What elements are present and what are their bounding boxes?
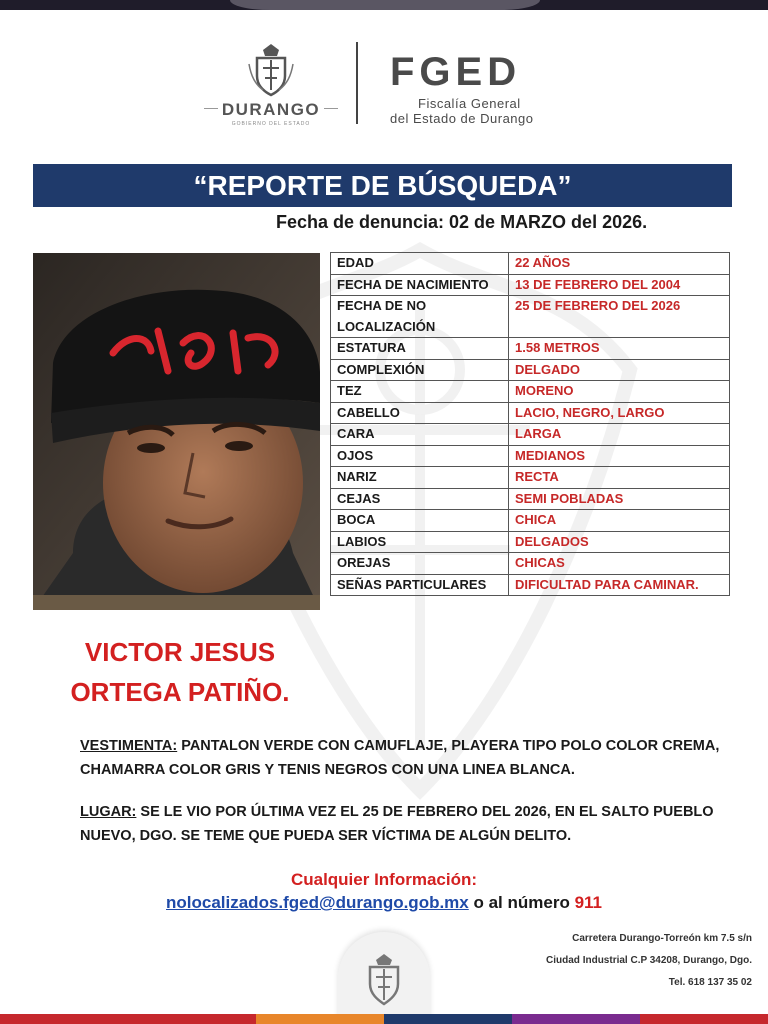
info-row-value: RECTA: [509, 467, 730, 489]
info-row: [331, 402, 730, 424]
stripe-segment: [0, 1014, 128, 1024]
fged-logo: [390, 50, 590, 126]
logo-divider: [356, 42, 358, 124]
logo-tick-left: [204, 108, 218, 109]
info-row-value: MEDIANOS: [509, 445, 730, 467]
info-row: [331, 531, 730, 553]
info-table-body: [331, 253, 730, 596]
stripe-segment: [256, 1014, 384, 1024]
info-row-label: ESTATURA: [331, 338, 509, 360]
contact-line: [0, 893, 768, 913]
durango-emblem-icon: [243, 40, 299, 98]
info-row: [331, 253, 730, 275]
gob-name: DURANGO: [221, 100, 321, 119]
info-row-label: TEZ: [331, 381, 509, 403]
person-name-line-2: ORTEGA PATIÑO.: [70, 677, 290, 707]
info-row-value: 22 AÑOS: [509, 253, 730, 275]
info-row-value: CHICA: [509, 510, 730, 532]
bottom-color-stripe: [0, 1014, 768, 1024]
info-row-value: LARGA: [509, 424, 730, 446]
place-label: LUGAR:: [80, 804, 137, 820]
top-strip: [0, 0, 768, 10]
person-name-line-1: VICTOR JESUS: [84, 637, 276, 667]
stripe-segment: [128, 1014, 256, 1024]
info-row-value: DELGADOS: [509, 531, 730, 553]
info-row-label: EDAD: [331, 253, 509, 275]
stripe-segment: [640, 1014, 768, 1024]
info-row-label: OJOS: [331, 445, 509, 467]
info-row-value: LACIO, NEGRO, LARGO: [509, 402, 730, 424]
info-row-label: FECHA DE NO LOCALIZACIÓN: [331, 296, 509, 338]
address-line-1: Carretera Durango-Torreón km 7.5 s/n: [572, 933, 752, 944]
info-row-label: FECHA DE NACIMIENTO: [331, 274, 509, 296]
info-row-label: NARIZ: [331, 467, 509, 489]
contact-heading: Cualquier Información:: [290, 870, 478, 889]
clothing-label: VESTIMENTA:: [80, 738, 178, 754]
info-row-label: LABIOS: [331, 531, 509, 553]
contact-middle-text: o al número: [468, 893, 575, 912]
info-row: [331, 424, 730, 446]
contact-email-link[interactable]: nolocalizados.fged@durango.gob.mx: [166, 893, 469, 912]
footer-emblem-icon: [354, 950, 414, 1010]
gob-subtitle: GOBIERNO DEL ESTADO: [231, 121, 311, 127]
info-row-value: CHICAS: [509, 553, 730, 575]
info-row: [331, 488, 730, 510]
info-row-label: SEÑAS PARTICULARES: [331, 574, 509, 596]
report-date: Fecha de denuncia: 02 de MARZO del 2026.: [276, 212, 648, 232]
info-row-value: DELGADO: [509, 359, 730, 381]
place-description: [80, 800, 740, 848]
info-row-value: SEMI POBLADAS: [509, 488, 730, 510]
missing-person-photo: [33, 253, 320, 610]
info-row: [331, 553, 730, 575]
report-title: “REPORTE DE BÚSQUEDA”: [33, 164, 732, 207]
photo-illustration: [33, 253, 320, 610]
info-row-value: 13 DE FEBRERO DEL 2004: [509, 274, 730, 296]
info-row: [331, 296, 730, 338]
info-row: [331, 381, 730, 403]
stripe-segment: [512, 1014, 640, 1024]
stripe-segment: [384, 1014, 512, 1024]
info-row-label: BOCA: [331, 510, 509, 532]
place-text: SE LE VIO POR ÚLTIMA VEZ EL 25 DE FEBRERO DEL 2026, EN EL SALTO PUEBLO NUEVO, DGO. SE TEME QUE PUEDA SER VÍCTIMA DE ALGÚN DELITO.: [80, 804, 714, 844]
info-row-label: CABELLO: [331, 402, 509, 424]
info-row-value: 25 DE FEBRERO DEL 2026: [509, 296, 730, 338]
info-row: [331, 467, 730, 489]
info-row: [331, 445, 730, 467]
logo-tick-right: [324, 108, 338, 109]
info-row-value: DIFICULTAD PARA CAMINAR.: [509, 574, 730, 596]
info-row-value: MORENO: [509, 381, 730, 403]
info-row-label: OREJAS: [331, 553, 509, 575]
info-row: [331, 274, 730, 296]
fged-line-2: del Estado de Durango: [390, 111, 534, 126]
clothing-description: [80, 734, 740, 782]
address-phone: Tel. 618 137 35 02: [668, 977, 752, 988]
durango-logo: [196, 40, 346, 130]
person-name: [50, 632, 310, 712]
clothing-text: PANTALON VERDE CON CAMUFLAJE, PLAYERA TIPO POLO COLOR CREMA, CHAMARRA COLOR GRIS Y TENIS NEGROS CON UNA LINEA BLANCA.: [80, 738, 720, 778]
info-row-label: CARA: [331, 424, 509, 446]
info-table: [330, 252, 730, 596]
contact-phone-number: 911: [574, 893, 602, 912]
info-row-value: 1.58 METROS: [509, 338, 730, 360]
info-row-label: CEJAS: [331, 488, 509, 510]
info-row: [331, 510, 730, 532]
info-row: [331, 338, 730, 360]
info-row: [331, 574, 730, 596]
fged-line-1: Fiscalía General: [418, 96, 521, 111]
address-block: [546, 928, 752, 994]
fged-acronym: FGED: [390, 50, 522, 94]
info-row-label: COMPLEXIÓN: [331, 359, 509, 381]
address-line-2: Ciudad Industrial C.P 34208, Durango, Dgo.: [546, 955, 752, 966]
info-row: [331, 359, 730, 381]
